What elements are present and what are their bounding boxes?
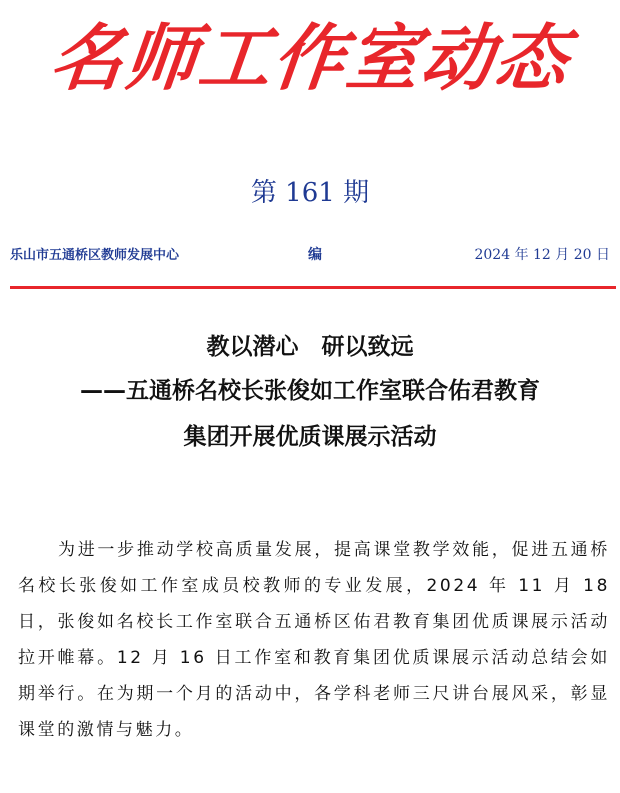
publisher-org: 乐山市五通桥区教师发展中心 <box>10 248 180 263</box>
article-body <box>18 532 610 748</box>
article-title-line2: ——五通桥名校长张俊如工作室联合佑君教育 <box>80 378 540 404</box>
issue-number: 第 161 期 <box>250 178 370 208</box>
masthead-title: 名师工作室动态 <box>46 16 574 100</box>
editor-label: 编 <box>308 247 322 263</box>
article-title-line3: 集团开展优质课展示活动 <box>183 424 437 450</box>
info-bar <box>10 244 610 266</box>
article-title-line1: 教以潜心 研以致远 <box>206 334 414 360</box>
publish-date: 2024 年 12 月 20 日 <box>474 247 610 263</box>
paragraph: 为进一步推动学校高质量发展，提高课堂教学效能，促进五通桥名校长张俊如工作室成员校教师的专业发展，2024 年 11 月 18 日，张俊如名校长工作室联合五通桥区佑君教育集团优质课展示活动拉开帷幕。12 月 16 日工作室和教育集团优质课展示活动总结会如期举行。在为期一个月的活动中，各学科老师三尺讲台展风采，彰显课堂的激情与魅力。 <box>18 540 610 740</box>
header-divider <box>10 286 616 289</box>
